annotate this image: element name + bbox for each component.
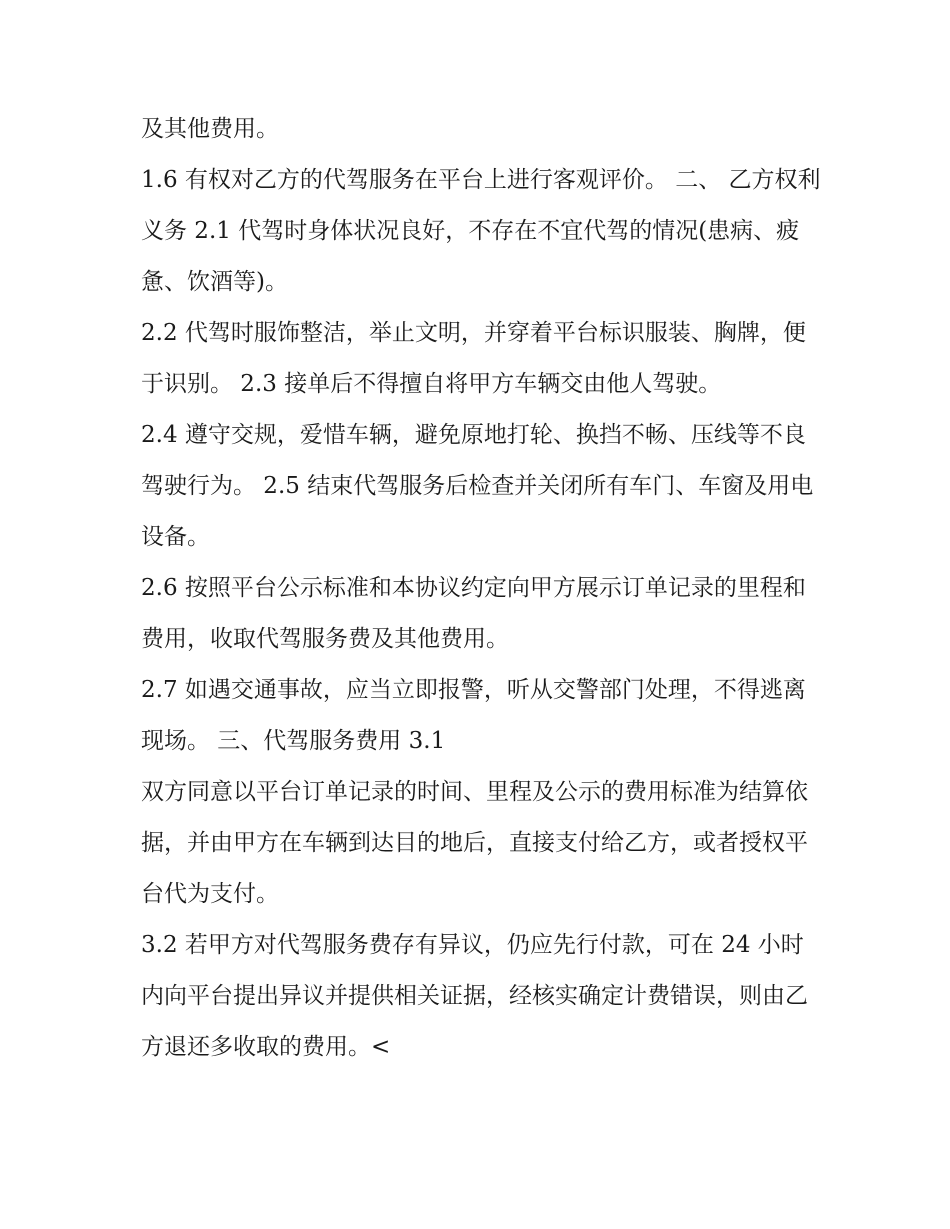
paragraph-1-6: 1.6 有权对乙方的代驾服务在平台上进行客观评价。 二、 乙方权利义务 2.1 代驾时身体状况良好，不存在不宜代驾的情况(患病、疲惫、饮酒等)。 — [141, 167, 821, 295]
paragraph-2-7: 2.7 如遇交通事故，应当立即报警，听从交警部门处理，不得逃离现场。 三、代驾服务费用 3.1 — [141, 677, 806, 754]
paragraph-2-4: 2.4 遵守交规，爱惜车辆，避免原地打轮、换挡不畅、压线等不良驾驶行为。 2.5 结束代驾服务后检查并关闭所有车门、车窗及用电设备。 — [141, 422, 814, 550]
paragraph-3-1-body: 双方同意以平台订单记录的时间、里程及公示的费用标准为结算依据，并由甲方在车辆到达目的地后，直接支付给乙方，或者授权平台代为支付。 — [141, 779, 808, 907]
paragraph-2-6: 2.6 按照平台公示标准和本协议约定向甲方展示订单记录的里程和费用，收取代驾服务费及其他费用。 — [141, 575, 806, 652]
paragraph-fee-continuation: 及其他费用。 — [141, 116, 279, 142]
document-body — [141, 104, 821, 1073]
paragraph-2-2: 2.2 代驾时服饰整洁，举止文明，并穿着平台标识服装、胸牌，便于识别。 2.3 接单后不得擅自将甲方车辆交由他人驾驶。 — [141, 320, 806, 397]
paragraph-3-2: 3.2 若甲方对代驾服务费存有异议，仍应先行付款，可在 24 小时内向平台提出异议并提供相关证据，经核实确定计费错误，则由乙方退还多收取的费用。< — [141, 932, 808, 1060]
